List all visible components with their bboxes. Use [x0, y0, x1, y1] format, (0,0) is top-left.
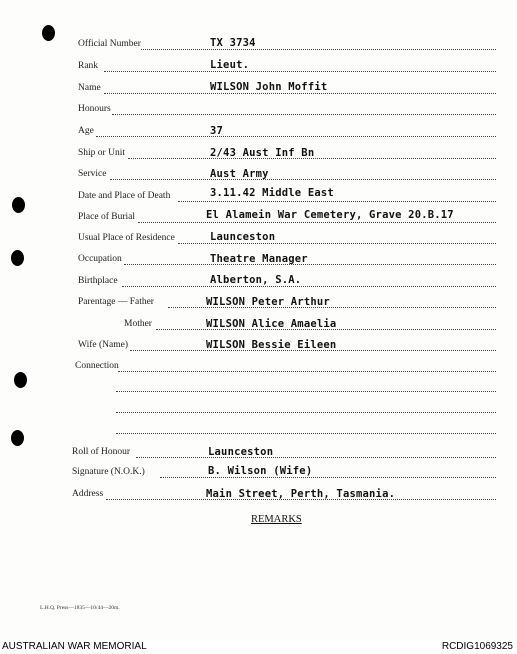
occupation-label: Occupation [78, 254, 122, 264]
place-burial-label: Place of Burial [78, 212, 135, 222]
occupation-value: Theatre Manager [210, 253, 308, 265]
dotted-line [122, 286, 496, 287]
remarks-heading: REMARKS [251, 514, 302, 525]
usual-residence-label: Usual Place of Residence [78, 233, 175, 243]
punch-hole [12, 197, 25, 213]
dotted-line [178, 243, 496, 244]
print-note: L.H.Q. Press—1835—10/44—20m. [40, 605, 120, 611]
father-value: WILSON Peter Arthur [206, 296, 330, 308]
age-label: Age [78, 126, 94, 136]
address-value: Main Street, Perth, Tasmania. [206, 488, 396, 500]
dotted-line [116, 433, 496, 434]
mother-label: Mother [124, 319, 152, 329]
official-number-value: TX 3734 [210, 37, 256, 49]
address-label: Address [72, 489, 104, 499]
dotted-line [112, 114, 496, 115]
punch-hole [42, 25, 55, 41]
record-id: RCDIG1069325 [441, 641, 513, 652]
ship-or-unit-value: 2/43 Aust Inf Bn [210, 147, 315, 159]
dotted-line [96, 136, 496, 137]
punch-hole [14, 372, 27, 388]
official-number-label: Official Number [78, 39, 141, 49]
date-place-death-label: Date and Place of Death [78, 191, 171, 201]
wife-label: Wife (Name) [78, 340, 128, 350]
usual-residence-value: Launceston [210, 231, 276, 243]
rank-value: Lieut. [210, 59, 250, 71]
connection-label: Connection [75, 361, 119, 371]
dotted-line [141, 49, 496, 50]
dotted-line [138, 222, 496, 223]
date-place-death-value: 3.11.42 Middle East [210, 187, 334, 199]
roll-of-honour-value: Launceston [208, 446, 274, 458]
birthplace-label: Birthplace [78, 276, 118, 286]
age-value: 37 [210, 125, 224, 137]
dotted-line [160, 477, 496, 478]
dotted-line [118, 371, 496, 372]
mother-value: WILSON Alice Amaelia [206, 318, 337, 330]
honours-label: Honours [78, 104, 111, 114]
service-value: Aust Army [210, 168, 269, 180]
dotted-line [136, 457, 496, 458]
ship-or-unit-label: Ship or Unit [78, 148, 125, 158]
dotted-line [104, 93, 496, 94]
punch-hole [11, 250, 24, 266]
birthplace-value: Alberton, S.A. [210, 274, 302, 286]
punch-hole [11, 430, 24, 446]
name-label: Name [78, 83, 101, 93]
archive-name: AUSTRALIAN WAR MEMORIAL [2, 641, 147, 652]
dotted-line [178, 201, 496, 202]
dotted-line [110, 179, 496, 180]
wife-value: WILSON Bessie Eileen [206, 339, 337, 351]
signature-value: B. Wilson (Wife) [208, 465, 313, 477]
dotted-line [124, 264, 496, 265]
father-label: Parentage — Father [78, 297, 154, 307]
dotted-line [116, 412, 496, 413]
dotted-line [104, 71, 496, 72]
dotted-line [116, 391, 496, 392]
signature-label: Signature (N.O.K.) [72, 467, 145, 477]
service-label: Service [78, 169, 107, 179]
roll-of-honour-label: Roll of Honour [72, 447, 131, 457]
rank-label: Rank [78, 61, 99, 71]
name-value: WILSON John Moffit [210, 81, 328, 93]
place-burial-value: El Alamein War Cemetery, Grave 20.B.17 [206, 209, 454, 221]
